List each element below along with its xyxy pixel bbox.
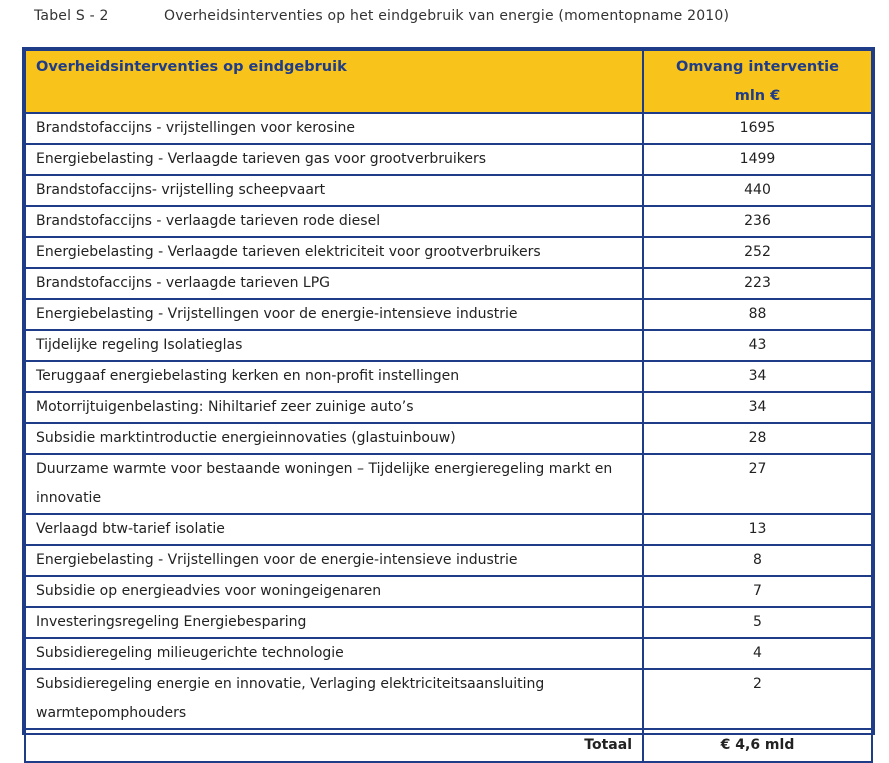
- row-value: 5: [643, 607, 872, 638]
- row-label: Brandstofaccijns - vrijstellingen voor kerosine: [25, 113, 643, 144]
- row-label: Verlaagd btw-tarief isolatie: [25, 514, 643, 545]
- table-row: [25, 607, 872, 638]
- table-row: [25, 638, 872, 669]
- table-caption: [34, 8, 729, 24]
- table-row: [25, 514, 872, 545]
- table-title: Overheidsinterventies op het eindgebruik van energie (momentopname 2010): [164, 8, 730, 24]
- row-label: Brandstofaccijns - verlaagde tarieven LPG: [25, 268, 643, 299]
- row-label: Subsidieregeling energie en innovatie, Verlaging elektriciteitsaansluiting warmtepomphouders: [25, 669, 643, 729]
- table-row: [25, 330, 872, 361]
- header-amount-unit: mln €: [734, 88, 781, 104]
- row-value: 7: [643, 576, 872, 607]
- row-value: 1695: [643, 113, 872, 144]
- row-value: 2: [643, 669, 872, 729]
- table-row: [25, 669, 872, 729]
- table-row: [25, 423, 872, 454]
- table-row: [25, 545, 872, 576]
- row-value: 252: [643, 237, 872, 268]
- row-label: Brandstofaccijns- vrijstelling scheepvaart: [25, 175, 643, 206]
- header-amount-label: Omvang interventie: [676, 59, 839, 75]
- row-label: Teruggaaf energiebelasting kerken en non-profit instellingen: [25, 361, 643, 392]
- table-row: [25, 299, 872, 330]
- row-value: 4: [643, 638, 872, 669]
- row-value: 34: [643, 392, 872, 423]
- row-value: 236: [643, 206, 872, 237]
- row-label: Brandstofaccijns - verlaagde tarieven rode diesel: [25, 206, 643, 237]
- row-label: Motorrijtuigenbelasting: Nihiltarief zeer zuinige auto’s: [25, 392, 643, 423]
- row-value: 13: [643, 514, 872, 545]
- header-amount: [643, 50, 872, 113]
- row-value: 27: [643, 454, 872, 514]
- table-row: [25, 392, 872, 423]
- table-row: [25, 144, 872, 175]
- row-label: Energiebelasting - Vrijstellingen voor de energie-intensieve industrie: [25, 545, 643, 576]
- table-row: [25, 454, 872, 514]
- data-table: [24, 49, 873, 763]
- header-row: [25, 50, 872, 113]
- row-value: 440: [643, 175, 872, 206]
- row-value: 34: [643, 361, 872, 392]
- row-value: 1499: [643, 144, 872, 175]
- row-label: Energiebelasting - Verlaagde tarieven elektriciteit voor grootverbruikers: [25, 237, 643, 268]
- row-label: Subsidie marktintroductie energieinnovaties (glastuinbouw): [25, 423, 643, 454]
- table-row: [25, 576, 872, 607]
- row-value: 8: [643, 545, 872, 576]
- row-value: 28: [643, 423, 872, 454]
- row-label: Energiebelasting - Verlaagde tarieven gas voor grootverbruikers: [25, 144, 643, 175]
- table-number: Tabel S - 2: [34, 8, 109, 24]
- total-label: Totaal: [25, 729, 643, 762]
- interventions-table: [22, 47, 875, 753]
- row-label: Energiebelasting - Vrijstellingen voor de energie-intensieve industrie: [25, 299, 643, 330]
- table-row: [25, 361, 872, 392]
- header-interventions: Overheidsinterventies op eindgebruik: [25, 50, 643, 113]
- row-label: Subsidie op energieadvies voor woningeigenaren: [25, 576, 643, 607]
- row-label: Investeringsregeling Energiebesparing: [25, 607, 643, 638]
- row-label: Tijdelijke regeling Isolatieglas: [25, 330, 643, 361]
- table-row: [25, 175, 872, 206]
- table-row: [25, 268, 872, 299]
- row-value: 43: [643, 330, 872, 361]
- row-label: Duurzame warmte voor bestaande woningen – Tijdelijke energieregeling markt en innovatie: [25, 454, 643, 514]
- table-row: [25, 237, 872, 268]
- row-label: Subsidieregeling milieugerichte technologie: [25, 638, 643, 669]
- table-row: [25, 206, 872, 237]
- total-value: € 4,6 mld: [643, 729, 872, 762]
- row-value: 88: [643, 299, 872, 330]
- table-row: [25, 113, 872, 144]
- row-value: 223: [643, 268, 872, 299]
